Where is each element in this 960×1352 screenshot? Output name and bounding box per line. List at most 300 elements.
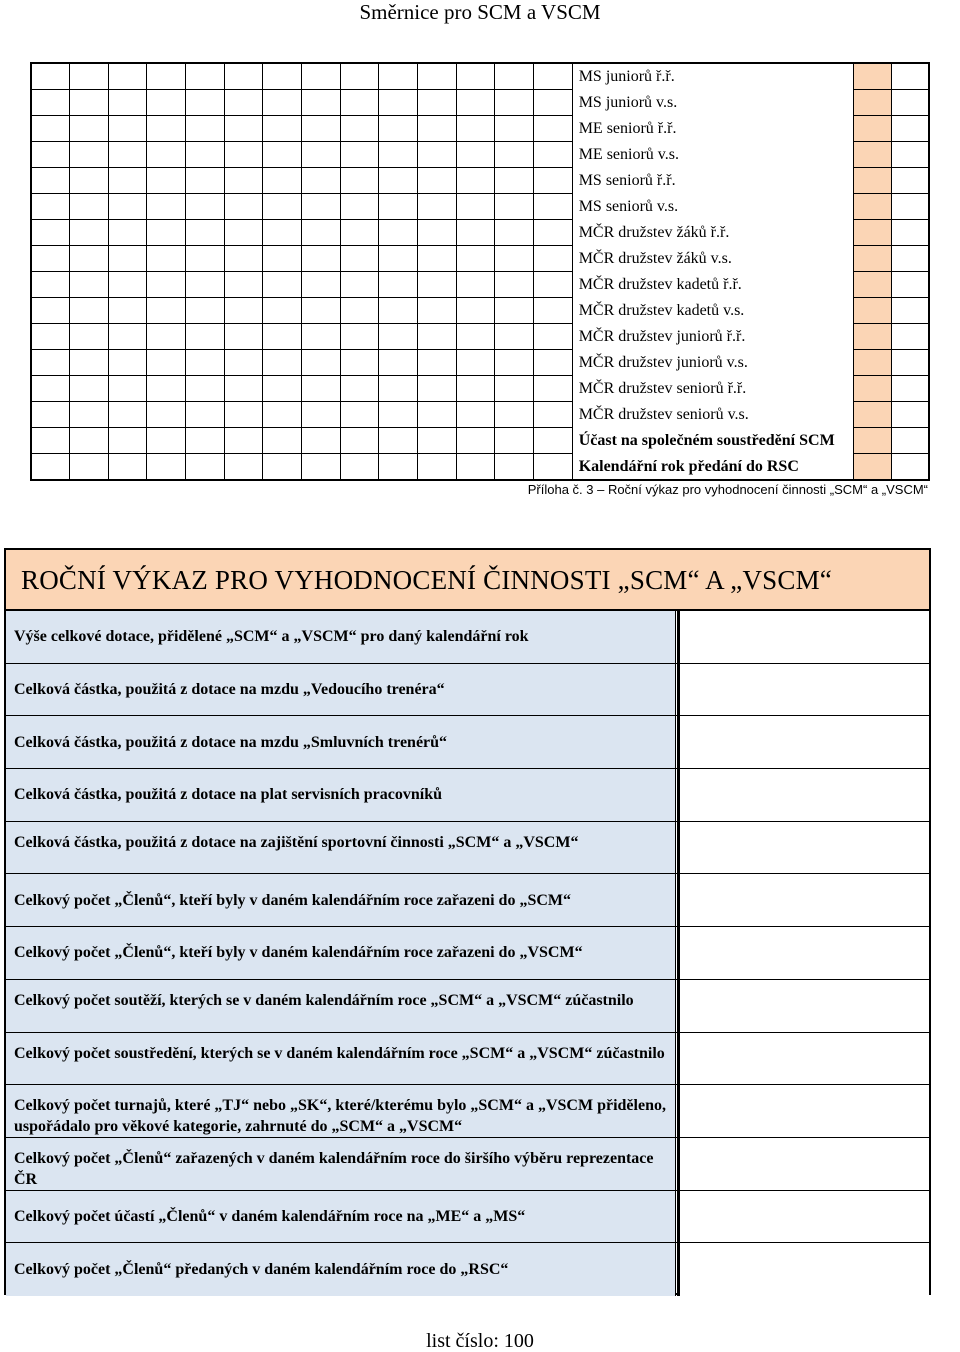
grid-cell[interactable] bbox=[456, 350, 495, 376]
grid-cell[interactable] bbox=[147, 376, 186, 402]
grid-cell[interactable] bbox=[108, 350, 147, 376]
grid-cell[interactable] bbox=[418, 194, 457, 220]
grid-cell[interactable] bbox=[263, 272, 302, 298]
grid-cell[interactable] bbox=[186, 272, 225, 298]
grid-cell[interactable] bbox=[108, 298, 147, 324]
grid-cell[interactable] bbox=[495, 272, 534, 298]
grid-cell[interactable] bbox=[108, 402, 147, 428]
grid-cell[interactable] bbox=[147, 402, 186, 428]
grid-cell[interactable] bbox=[147, 116, 186, 142]
grid-cell[interactable] bbox=[186, 324, 225, 350]
grid-cell[interactable] bbox=[379, 63, 418, 90]
grid-cell[interactable] bbox=[495, 90, 534, 116]
grid-cell[interactable] bbox=[302, 220, 341, 246]
report-row bbox=[6, 769, 929, 822]
grid-cell[interactable] bbox=[495, 324, 534, 350]
grid-cell[interactable] bbox=[70, 272, 109, 298]
grid-cell[interactable] bbox=[892, 324, 929, 350]
grid-cell[interactable] bbox=[108, 220, 147, 246]
grid-cell[interactable] bbox=[263, 428, 302, 454]
grid-cell[interactable] bbox=[31, 63, 70, 90]
grid-cell[interactable] bbox=[892, 428, 929, 454]
grid-row bbox=[31, 350, 929, 376]
grid-cell[interactable] bbox=[31, 142, 70, 168]
grid-cell[interactable] bbox=[379, 428, 418, 454]
grid-cell[interactable] bbox=[495, 142, 534, 168]
grid-cell[interactable] bbox=[534, 142, 573, 168]
grid-cell[interactable] bbox=[147, 168, 186, 194]
grid-cell[interactable] bbox=[340, 90, 379, 116]
grid-row bbox=[31, 90, 929, 116]
grid-peach-cell[interactable] bbox=[854, 194, 892, 220]
grid-cell[interactable] bbox=[418, 376, 457, 402]
grid-cell[interactable] bbox=[70, 298, 109, 324]
grid-row bbox=[31, 246, 929, 272]
grid-cell[interactable] bbox=[418, 428, 457, 454]
grid-cell[interactable] bbox=[70, 116, 109, 142]
grid-cell[interactable] bbox=[186, 116, 225, 142]
grid-cell[interactable] bbox=[186, 220, 225, 246]
grid-cell[interactable] bbox=[340, 402, 379, 428]
grid-cell[interactable] bbox=[31, 116, 70, 142]
grid-cell[interactable] bbox=[31, 454, 70, 481]
grid-peach-cell[interactable] bbox=[854, 376, 892, 402]
grid-cell[interactable] bbox=[31, 428, 70, 454]
grid-cell[interactable] bbox=[534, 168, 573, 194]
report-row bbox=[6, 716, 929, 769]
grid-cell[interactable] bbox=[70, 376, 109, 402]
grid-cell[interactable] bbox=[147, 142, 186, 168]
grid-cell[interactable] bbox=[456, 63, 495, 90]
grid-cell[interactable] bbox=[70, 246, 109, 272]
grid-cell[interactable] bbox=[31, 168, 70, 194]
grid-cell[interactable] bbox=[534, 324, 573, 350]
grid-cell[interactable] bbox=[418, 324, 457, 350]
grid-cell[interactable] bbox=[534, 376, 573, 402]
grid-cell[interactable] bbox=[495, 116, 534, 142]
grid-cell[interactable] bbox=[224, 142, 263, 168]
grid-cell[interactable] bbox=[186, 428, 225, 454]
grid-cell[interactable] bbox=[186, 402, 225, 428]
grid-cell[interactable] bbox=[456, 402, 495, 428]
grid-cell[interactable] bbox=[456, 298, 495, 324]
grid-cell[interactable] bbox=[302, 116, 341, 142]
grid-cell[interactable] bbox=[418, 63, 457, 90]
report-row bbox=[6, 611, 929, 664]
grid-cell[interactable] bbox=[302, 246, 341, 272]
grid-cell[interactable] bbox=[379, 194, 418, 220]
grid-cell[interactable] bbox=[224, 298, 263, 324]
grid-cell[interactable] bbox=[302, 90, 341, 116]
grid-peach-cell[interactable] bbox=[854, 298, 892, 324]
grid-cell[interactable] bbox=[456, 272, 495, 298]
grid-cell[interactable] bbox=[31, 194, 70, 220]
grid-cell[interactable] bbox=[456, 376, 495, 402]
grid-cell[interactable] bbox=[534, 90, 573, 116]
grid-cell[interactable] bbox=[534, 220, 573, 246]
grid-cell[interactable] bbox=[456, 194, 495, 220]
grid-cell[interactable] bbox=[418, 298, 457, 324]
grid-cell[interactable] bbox=[147, 324, 186, 350]
report-row bbox=[6, 664, 929, 717]
report-row bbox=[6, 1138, 929, 1191]
grid-cell[interactable] bbox=[302, 168, 341, 194]
grid-cell[interactable] bbox=[70, 402, 109, 428]
grid-cell[interactable] bbox=[495, 246, 534, 272]
grid-cell[interactable] bbox=[147, 220, 186, 246]
grid-cell[interactable] bbox=[224, 220, 263, 246]
grid-cell[interactable] bbox=[302, 298, 341, 324]
grid-cell[interactable] bbox=[340, 376, 379, 402]
grid-cell[interactable] bbox=[31, 402, 70, 428]
grid-cell[interactable] bbox=[340, 116, 379, 142]
report-row-label: Celkový počet soustředění, kterých se v daném kalendářním roce „SCM“ a „VSCM“ zúčastnilo bbox=[6, 1033, 676, 1085]
grid-cell[interactable] bbox=[263, 142, 302, 168]
grid-cell[interactable] bbox=[224, 402, 263, 428]
grid-cell[interactable] bbox=[456, 90, 495, 116]
grid-cell[interactable] bbox=[186, 90, 225, 116]
grid-cell[interactable] bbox=[534, 298, 573, 324]
grid-cell[interactable] bbox=[70, 324, 109, 350]
grid-cell[interactable] bbox=[892, 298, 929, 324]
grid-cell[interactable] bbox=[224, 376, 263, 402]
grid-cell[interactable] bbox=[186, 350, 225, 376]
grid-cell[interactable] bbox=[340, 428, 379, 454]
grid-cell[interactable] bbox=[534, 454, 573, 481]
grid-cell[interactable] bbox=[70, 428, 109, 454]
report-row-value[interactable] bbox=[677, 611, 929, 663]
grid-cell[interactable] bbox=[379, 168, 418, 194]
grid-cell[interactable] bbox=[418, 220, 457, 246]
report-row-label: Celkový počet turnajů, které „TJ“ nebo „SK“, které/kterému bylo „SCM“ a „VSCM přiděleno, uspořádalo pro věkové kategorie, zahrnuté do „SCM“ a „VSCM“ bbox=[6, 1085, 676, 1137]
grid-cell[interactable] bbox=[418, 454, 457, 481]
grid-cell[interactable] bbox=[70, 142, 109, 168]
grid-cell[interactable] bbox=[892, 376, 929, 402]
grid-row bbox=[31, 63, 929, 90]
grid-cell[interactable] bbox=[224, 90, 263, 116]
grid-cell[interactable] bbox=[302, 402, 341, 428]
grid-cell[interactable] bbox=[418, 350, 457, 376]
grid-cell[interactable] bbox=[379, 142, 418, 168]
grid-row-label: MČR družstev žáků ř.ř. bbox=[572, 220, 854, 246]
grid-cell[interactable] bbox=[224, 194, 263, 220]
grid-cell[interactable] bbox=[108, 168, 147, 194]
grid-peach-cell[interactable] bbox=[854, 220, 892, 246]
grid-cell[interactable] bbox=[147, 63, 186, 90]
report-row bbox=[6, 874, 929, 927]
grid-row-label: MČR družstev seniorů v.s. bbox=[572, 402, 854, 428]
grid-cell[interactable] bbox=[379, 116, 418, 142]
grid-cell[interactable] bbox=[379, 454, 418, 481]
report-row-value[interactable] bbox=[677, 1085, 929, 1137]
grid-cell[interactable] bbox=[418, 116, 457, 142]
report-row-value[interactable] bbox=[677, 1033, 929, 1085]
grid-cell[interactable] bbox=[495, 168, 534, 194]
grid-cell[interactable] bbox=[186, 376, 225, 402]
grid-cell[interactable] bbox=[495, 350, 534, 376]
grid-cell[interactable] bbox=[186, 142, 225, 168]
grid-peach-cell[interactable] bbox=[854, 324, 892, 350]
grid-cell[interactable] bbox=[147, 194, 186, 220]
grid-cell[interactable] bbox=[379, 350, 418, 376]
grid-cell[interactable] bbox=[340, 272, 379, 298]
grid-cell[interactable] bbox=[31, 350, 70, 376]
report-row-label: Celkový počet „Členů“ předaných v daném kalendářním roce do „RSC“ bbox=[6, 1243, 676, 1296]
grid-cell[interactable] bbox=[108, 428, 147, 454]
report-row-label: Celková částka, použitá z dotace na plat servisních pracovníků bbox=[6, 769, 676, 821]
grid-cell[interactable] bbox=[418, 402, 457, 428]
grid-cell[interactable] bbox=[418, 246, 457, 272]
grid-cell[interactable] bbox=[31, 90, 70, 116]
grid-cell[interactable] bbox=[340, 142, 379, 168]
report-row-value[interactable] bbox=[677, 1138, 929, 1190]
grid-cell[interactable] bbox=[534, 350, 573, 376]
grid-cell[interactable] bbox=[31, 376, 70, 402]
grid-cell[interactable] bbox=[224, 454, 263, 481]
grid-cell[interactable] bbox=[108, 246, 147, 272]
grid-peach-cell[interactable] bbox=[854, 142, 892, 168]
grid-cell[interactable] bbox=[263, 63, 302, 90]
grid-cell[interactable] bbox=[495, 402, 534, 428]
grid-cell[interactable] bbox=[263, 168, 302, 194]
grid-cell[interactable] bbox=[70, 90, 109, 116]
report-row-value[interactable] bbox=[677, 716, 929, 768]
grid-cell[interactable] bbox=[892, 142, 929, 168]
grid-peach-cell[interactable] bbox=[854, 272, 892, 298]
grid-cell[interactable] bbox=[418, 142, 457, 168]
grid-cell[interactable] bbox=[302, 428, 341, 454]
grid-cell[interactable] bbox=[379, 376, 418, 402]
grid-cell[interactable] bbox=[186, 454, 225, 481]
grid-cell[interactable] bbox=[340, 246, 379, 272]
grid-peach-cell[interactable] bbox=[854, 402, 892, 428]
grid-cell[interactable] bbox=[379, 272, 418, 298]
report-row-value[interactable] bbox=[677, 927, 929, 979]
grid-cell[interactable] bbox=[892, 220, 929, 246]
grid-cell[interactable] bbox=[70, 168, 109, 194]
grid-cell[interactable] bbox=[70, 350, 109, 376]
grid-cell[interactable] bbox=[340, 454, 379, 481]
grid-cell[interactable] bbox=[892, 90, 929, 116]
grid-cell[interactable] bbox=[147, 350, 186, 376]
report-row-label: Celkový počet „Členů“, kteří byly v daném kalendářním roce zařazeni do „SCM“ bbox=[6, 874, 676, 926]
grid-cell[interactable] bbox=[31, 220, 70, 246]
grid-cell[interactable] bbox=[186, 194, 225, 220]
grid-cell[interactable] bbox=[495, 454, 534, 481]
grid-cell[interactable] bbox=[495, 376, 534, 402]
report-row bbox=[6, 1243, 929, 1296]
grid-cell[interactable] bbox=[70, 194, 109, 220]
grid-cell[interactable] bbox=[224, 168, 263, 194]
grid-cell[interactable] bbox=[340, 350, 379, 376]
grid-cell[interactable] bbox=[892, 63, 929, 90]
grid-peach-cell[interactable] bbox=[854, 63, 892, 90]
grid-cell[interactable] bbox=[108, 142, 147, 168]
grid-cell[interactable] bbox=[456, 220, 495, 246]
grid-cell[interactable] bbox=[31, 272, 70, 298]
grid-cell[interactable] bbox=[418, 168, 457, 194]
grid-cell[interactable] bbox=[340, 298, 379, 324]
grid-cell[interactable] bbox=[224, 350, 263, 376]
grid-cell[interactable] bbox=[224, 272, 263, 298]
grid-cell[interactable] bbox=[456, 428, 495, 454]
grid-cell[interactable] bbox=[495, 428, 534, 454]
grid-cell[interactable] bbox=[456, 246, 495, 272]
grid-cell[interactable] bbox=[108, 272, 147, 298]
grid-cell[interactable] bbox=[108, 116, 147, 142]
grid-cell[interactable] bbox=[495, 220, 534, 246]
grid-row bbox=[31, 116, 929, 142]
grid-cell[interactable] bbox=[31, 298, 70, 324]
grid-cell[interactable] bbox=[379, 298, 418, 324]
grid-peach-cell[interactable] bbox=[854, 90, 892, 116]
grid-cell[interactable] bbox=[263, 376, 302, 402]
grid-cell[interactable] bbox=[379, 220, 418, 246]
grid-peach-cell[interactable] bbox=[854, 428, 892, 454]
grid-cell[interactable] bbox=[456, 324, 495, 350]
grid-cell[interactable] bbox=[534, 402, 573, 428]
grid-cell[interactable] bbox=[534, 246, 573, 272]
grid-cell[interactable] bbox=[31, 324, 70, 350]
grid-cell[interactable] bbox=[186, 63, 225, 90]
grid-cell[interactable] bbox=[495, 298, 534, 324]
grid-cell[interactable] bbox=[263, 116, 302, 142]
grid-cell[interactable] bbox=[534, 116, 573, 142]
grid-cell[interactable] bbox=[456, 142, 495, 168]
grid-cell[interactable] bbox=[379, 246, 418, 272]
grid-cell[interactable] bbox=[892, 194, 929, 220]
grid-cell[interactable] bbox=[302, 350, 341, 376]
grid-cell[interactable] bbox=[224, 116, 263, 142]
grid-peach-cell[interactable] bbox=[854, 454, 892, 481]
grid-cell[interactable] bbox=[147, 298, 186, 324]
grid-cell[interactable] bbox=[263, 402, 302, 428]
grid-cell[interactable] bbox=[892, 402, 929, 428]
report-row-value[interactable] bbox=[677, 1243, 929, 1296]
grid-cell[interactable] bbox=[302, 324, 341, 350]
grid-cell[interactable] bbox=[147, 246, 186, 272]
report-row-value[interactable] bbox=[677, 822, 929, 874]
grid-cell[interactable] bbox=[534, 272, 573, 298]
grid-cell[interactable] bbox=[302, 142, 341, 168]
grid-peach-cell[interactable] bbox=[854, 116, 892, 142]
grid-cell[interactable] bbox=[379, 324, 418, 350]
grid-cell[interactable] bbox=[340, 63, 379, 90]
grid-cell[interactable] bbox=[495, 194, 534, 220]
grid-cell[interactable] bbox=[108, 324, 147, 350]
grid-cell[interactable] bbox=[224, 324, 263, 350]
grid-peach-cell[interactable] bbox=[854, 246, 892, 272]
grid-cell[interactable] bbox=[340, 168, 379, 194]
grid-cell[interactable] bbox=[892, 454, 929, 481]
grid-cell[interactable] bbox=[31, 246, 70, 272]
grid-cell[interactable] bbox=[340, 220, 379, 246]
grid-peach-cell[interactable] bbox=[854, 168, 892, 194]
grid-cell[interactable] bbox=[224, 428, 263, 454]
grid-cell[interactable] bbox=[456, 454, 495, 481]
grid-cell[interactable] bbox=[263, 298, 302, 324]
report-row-value[interactable] bbox=[677, 874, 929, 926]
grid-cell[interactable] bbox=[70, 63, 109, 90]
grid-cell[interactable] bbox=[379, 90, 418, 116]
grid-cell[interactable] bbox=[108, 194, 147, 220]
grid-cell[interactable] bbox=[534, 63, 573, 90]
grid-cell[interactable] bbox=[263, 90, 302, 116]
grid-cell[interactable] bbox=[263, 350, 302, 376]
grid-cell[interactable] bbox=[495, 63, 534, 90]
report-row bbox=[6, 927, 929, 980]
report-row-value[interactable] bbox=[677, 980, 929, 1032]
report-title: ROČNÍ VÝKAZ PRO VYHODNOCENÍ ČINNOSTI „SCM“ A „VSCM“ bbox=[6, 550, 929, 611]
grid-cell[interactable] bbox=[892, 168, 929, 194]
report-row-label: Celkový počet účastí „Členů“ v daném kalendářním roce na „ME“ a „MS“ bbox=[6, 1191, 676, 1243]
grid-cell[interactable] bbox=[418, 90, 457, 116]
grid-cell[interactable] bbox=[263, 246, 302, 272]
report-row-value[interactable] bbox=[677, 664, 929, 716]
grid-cell[interactable] bbox=[302, 272, 341, 298]
grid-cell[interactable] bbox=[147, 90, 186, 116]
grid-cell[interactable] bbox=[224, 63, 263, 90]
grid-peach-cell[interactable] bbox=[854, 350, 892, 376]
grid-cell[interactable] bbox=[186, 246, 225, 272]
grid-cell[interactable] bbox=[108, 63, 147, 90]
grid-cell[interactable] bbox=[302, 454, 341, 481]
grid-cell[interactable] bbox=[302, 63, 341, 90]
grid-cell[interactable] bbox=[892, 350, 929, 376]
grid-cell[interactable] bbox=[147, 428, 186, 454]
grid-cell[interactable] bbox=[379, 402, 418, 428]
grid-cell[interactable] bbox=[263, 454, 302, 481]
grid-cell[interactable] bbox=[186, 168, 225, 194]
grid-cell[interactable] bbox=[186, 298, 225, 324]
grid-cell[interactable] bbox=[108, 90, 147, 116]
report-row-label: Výše celkové dotace, přidělené „SCM“ a „VSCM“ pro daný kalendářní rok bbox=[6, 611, 676, 663]
grid-cell[interactable] bbox=[340, 324, 379, 350]
grid-cell[interactable] bbox=[302, 376, 341, 402]
grid-cell[interactable] bbox=[108, 376, 147, 402]
grid-row-label: ME seniorů ř.ř. bbox=[572, 116, 854, 142]
grid-cell[interactable] bbox=[418, 272, 457, 298]
grid-cell[interactable] bbox=[70, 220, 109, 246]
grid-cell[interactable] bbox=[224, 246, 263, 272]
grid-cell[interactable] bbox=[147, 272, 186, 298]
grid-cell[interactable] bbox=[108, 454, 147, 481]
grid-cell[interactable] bbox=[892, 116, 929, 142]
grid-cell[interactable] bbox=[302, 194, 341, 220]
grid-cell[interactable] bbox=[263, 324, 302, 350]
grid-cell[interactable] bbox=[340, 194, 379, 220]
report-row-label: Celkový počet soutěží, kterých se v daném kalendářním roce „SCM“ a „VSCM“ zúčastnilo bbox=[6, 980, 676, 1032]
report-row-label: Celková částka, použitá z dotace na mzdu „Vedoucího trenéra“ bbox=[6, 664, 676, 716]
grid-cell[interactable] bbox=[534, 194, 573, 220]
report-row-value[interactable] bbox=[677, 1191, 929, 1243]
grid-cell[interactable] bbox=[456, 168, 495, 194]
grid-cell[interactable] bbox=[534, 428, 573, 454]
grid-row-label: MS seniorů v.s. bbox=[572, 194, 854, 220]
grid-row bbox=[31, 194, 929, 220]
grid-cell[interactable] bbox=[892, 272, 929, 298]
grid-cell[interactable] bbox=[70, 454, 109, 481]
grid-row-label: Účast na společném soustředění SCM bbox=[572, 428, 854, 454]
report-row bbox=[6, 980, 929, 1033]
grid-cell[interactable] bbox=[147, 454, 186, 481]
grid-row bbox=[31, 168, 929, 194]
grid-cell[interactable] bbox=[263, 220, 302, 246]
grid-cell[interactable] bbox=[892, 246, 929, 272]
report-row-value[interactable] bbox=[677, 769, 929, 821]
grid-cell[interactable] bbox=[263, 194, 302, 220]
grid-cell[interactable] bbox=[456, 116, 495, 142]
